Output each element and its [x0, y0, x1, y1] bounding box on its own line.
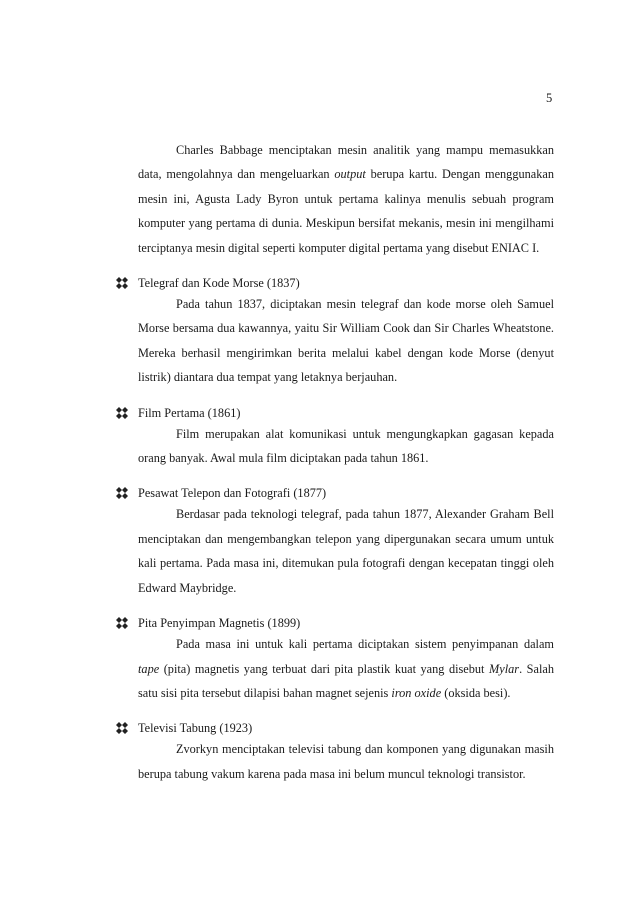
four-diamond-bullet-icon [116, 407, 128, 419]
section-telegraf [138, 274, 554, 390]
section-paragraph: Pada masa ini untuk kali pertama diciptakan sistem penyimpanan dalam tape (pita) magnetis yang terbuat dari pita plastik kuat yang disebut Mylar. Salah satu sisi pita tersebut dilapisi bahan magnet sejenis iron oxide (oksida besi). [138, 637, 554, 700]
four-diamond-bullet-icon [116, 617, 128, 629]
section-paragraph: Pada tahun 1837, diciptakan mesin telegraf dan kode morse oleh Samuel Morse bersama dua kawannya, yaitu Sir William Cook dan Sir Charles Wheatstone. Mereka berhasil mengirimkan berita melalui kabel dengan kode Morse (denyut listrik) diantara dua tempat yang letaknya berjauhan. [138, 297, 554, 385]
section-paragraph: Berdasar pada teknologi telegraf, pada tahun 1877, Alexander Graham Bell menciptakan dan mengembangkan telepon yang dipergunakan secara umum untuk kali pertama. Pada masa ini, ditemukan pula fotografi dengan kecepatan tinggi oleh Edward Maybridge. [138, 507, 554, 595]
section-pita-magnetis [138, 614, 554, 705]
section-heading: Pesawat Telepon dan Fotografi (1877) [138, 484, 554, 502]
four-diamond-bullet-icon [116, 277, 128, 289]
section-heading: Film Pertama (1861) [138, 404, 554, 422]
section-heading: Telegraf dan Kode Morse (1837) [138, 274, 554, 292]
section-heading: Pita Penyimpan Magnetis (1899) [138, 614, 554, 632]
page-number: 5 [546, 91, 553, 105]
intro-paragraph: Charles Babbage menciptakan mesin analitik yang mampu memasukkan data, mengolahnya dan mengeluarkan output berupa kartu. Dengan menggunakan mesin ini, Agusta Lady Byron untuk pertama kalinya menulis sebuah program komputer yang pertama di dunia. Meskipun bersifat mekanis, mesin ini mengilhami terciptanya mesin digital seperti komputer digital pertama yang disebut ENIAC I. [138, 143, 554, 255]
section-paragraph: Zvorkyn menciptakan televisi tabung dan komponen yang digunakan masih berupa tabung vakum karena pada masa ini belum muncul teknologi transistor. [138, 742, 554, 781]
four-diamond-bullet-icon [116, 722, 128, 734]
document-body [138, 138, 554, 786]
section-paragraph: Film merupakan alat komunikasi untuk mengungkapkan gagasan kepada orang banyak. Awal mula film diciptakan pada tahun 1861. [138, 426, 554, 466]
section-telepon [138, 484, 554, 600]
section-televisi [138, 719, 554, 786]
section-film [138, 404, 554, 471]
section-heading: Televisi Tabung (1923) [138, 719, 554, 737]
four-diamond-bullet-icon [116, 487, 128, 499]
